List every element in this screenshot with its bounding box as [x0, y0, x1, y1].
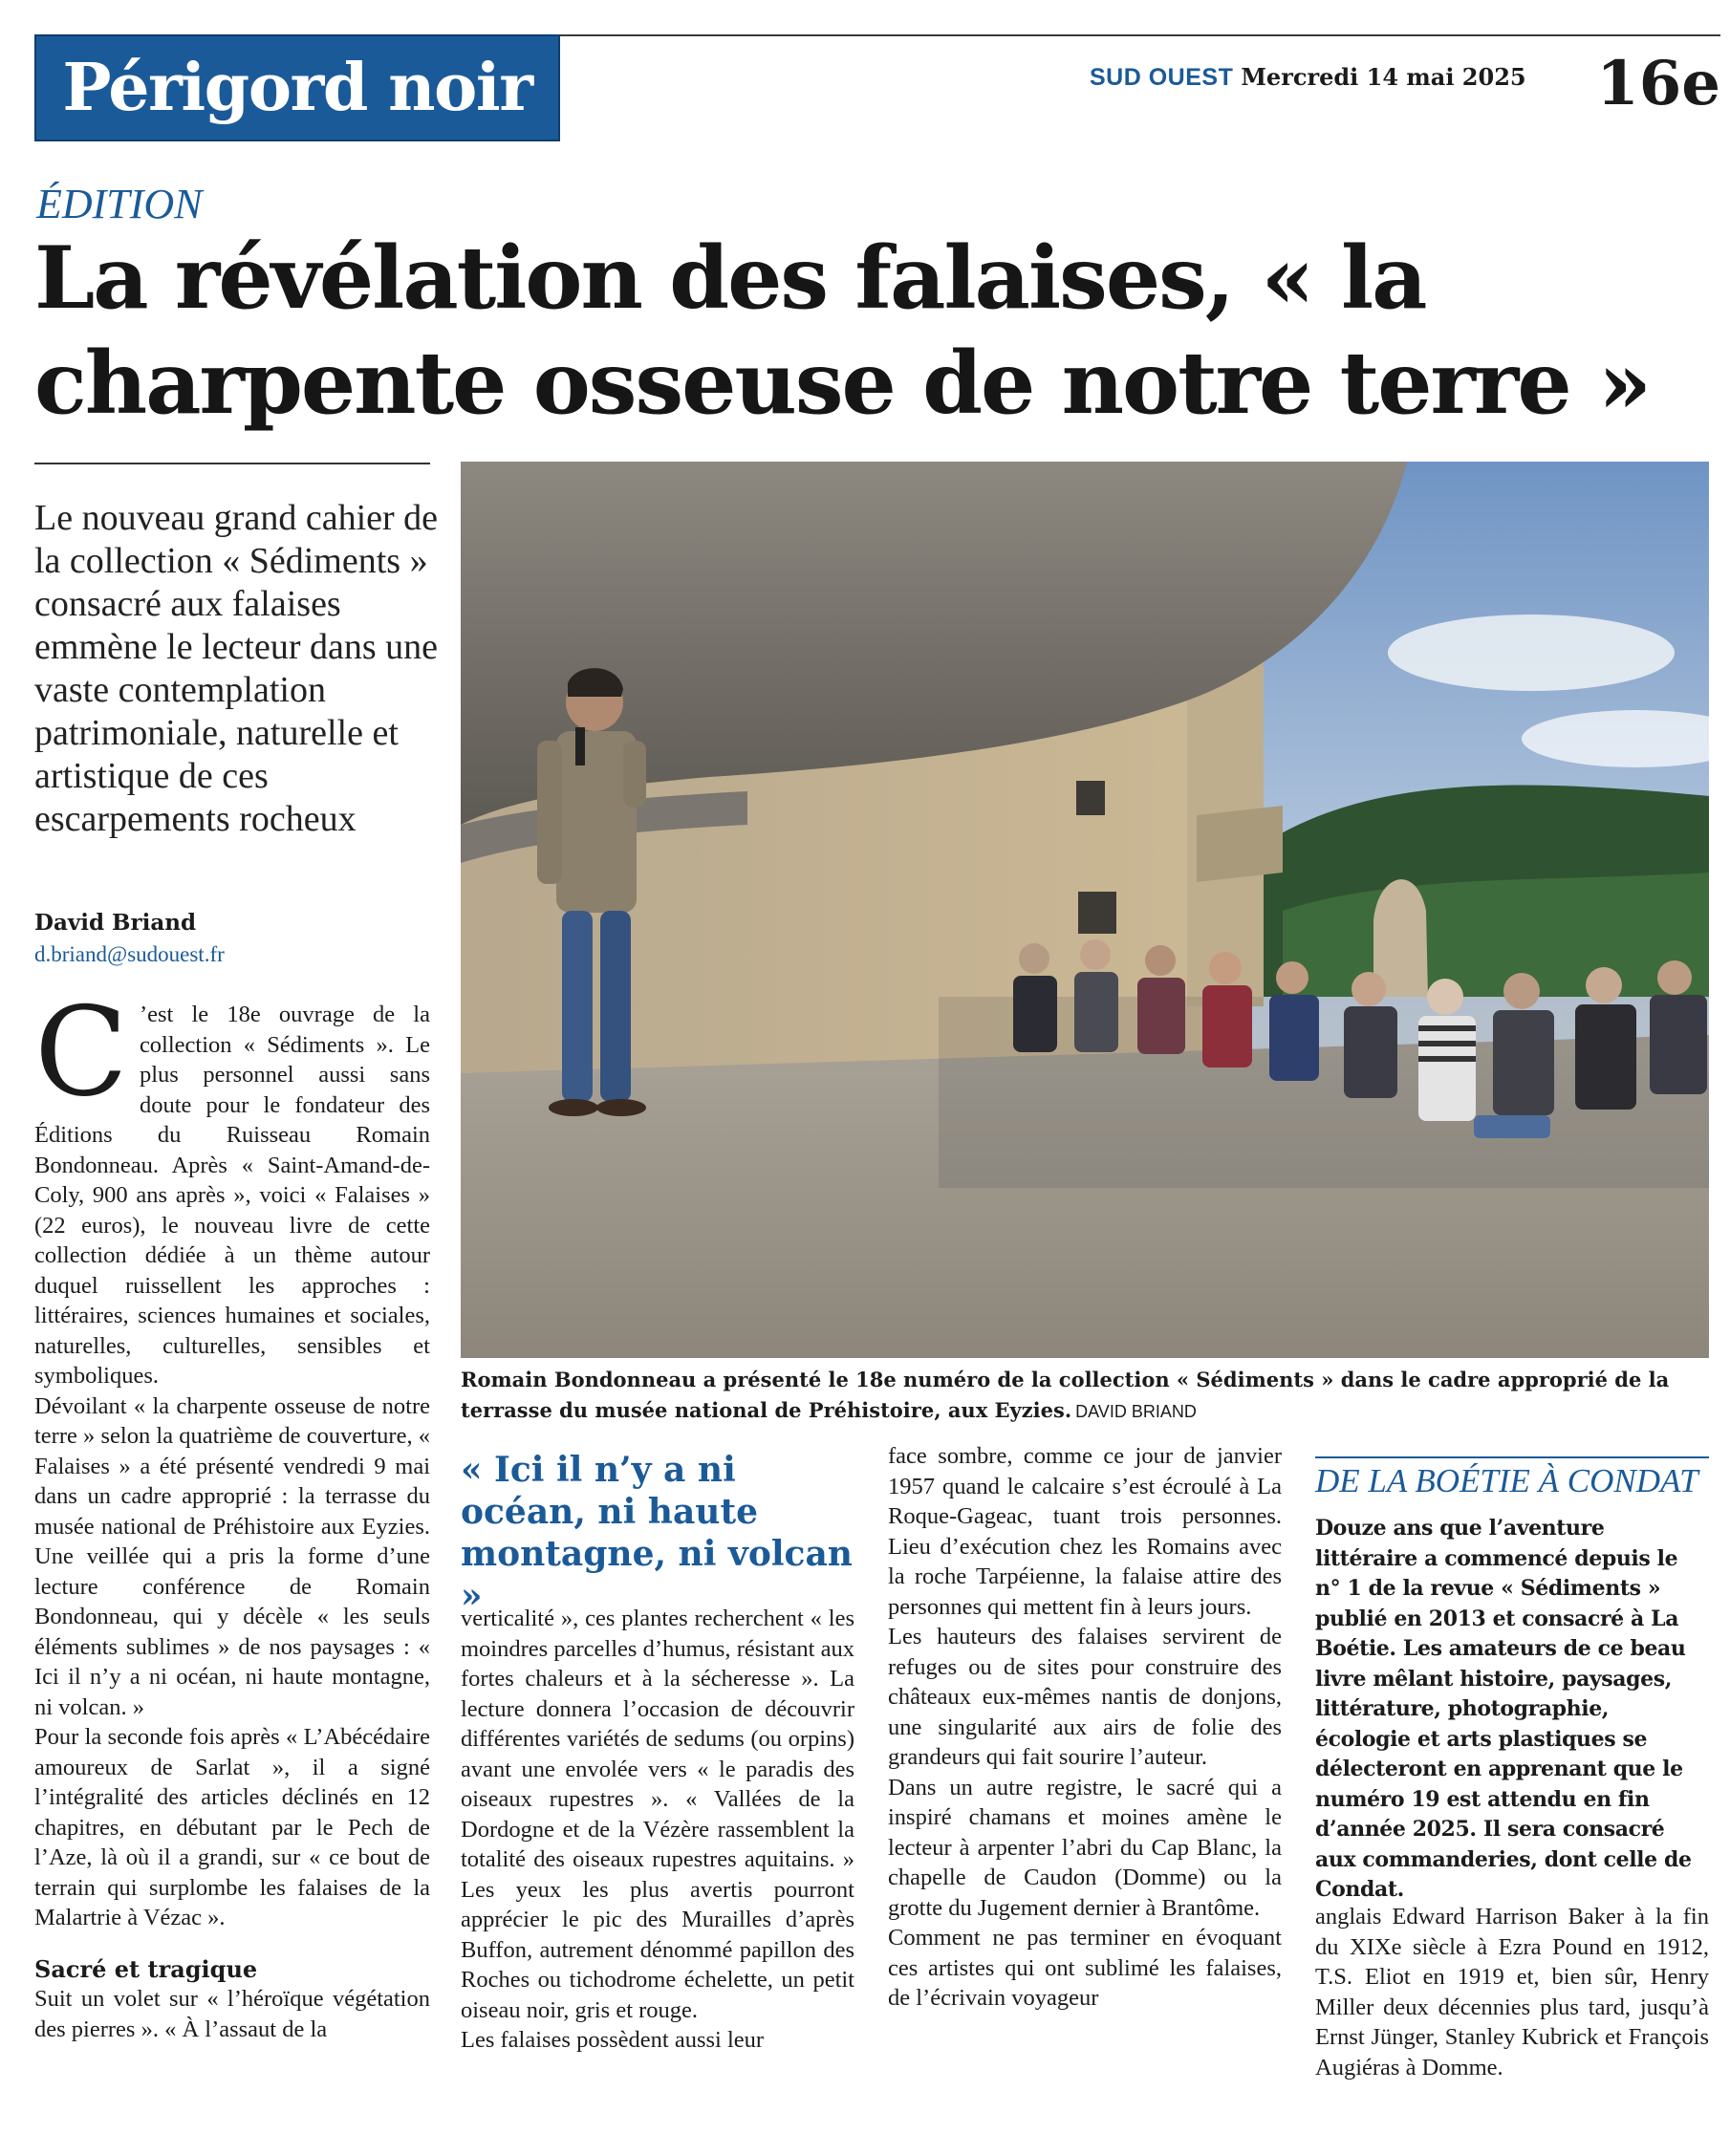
author-email[interactable]: d.briand@sudouest.fr	[34, 942, 225, 966]
article-column-1	[34, 981, 430, 2044]
article-column-3	[888, 1441, 1282, 2014]
article-headline: La révélation des falaises, « la charpente osseuse de notre terre »	[34, 227, 1651, 434]
pull-quote: « Ici il n’y a ni océan, ni haute montagne, ni volcan »	[461, 1450, 853, 1616]
section-title: Périgord noir	[62, 50, 532, 126]
article-paragraph: anglais Edward Harrison Baker à la fin du XIXe siècle à Ezra Pound en 1912, T.S. Eliot en 1919 et, bien sûr, Henry Miller deux décennies plus tard, jusqu’à Ernst Jünger, Stanley Kubrick et François Augiéras à Domme.	[1315, 1904, 1709, 2081]
newspaper-logo: SUD OUEST	[1090, 64, 1234, 91]
header-rule	[530, 34, 1720, 36]
article-photo	[461, 462, 1709, 1358]
article-paragraph: face sombre, comme ce jour de janvier 1957 quand le calcaire s’est écroulé à La Roque-Gageac, tuant trois personnes. Lieu d’exécution chez les Romains avec la roche Tarpéienne, la falaise attire des personnes qui mettent fin à leurs jours.	[888, 1443, 1282, 1620]
photo-credit: DAVID BRIAND	[1075, 1402, 1197, 1421]
caption-text: Romain Bondonneau a présenté le 18e numéro de la collection « Sédiments » dans le cadre approprié de la terrasse du musée national de Préhistoire, aux Eyzies.	[461, 1368, 1670, 1422]
photo-illustration	[461, 462, 1709, 1358]
sidebar-body: Douze ans que l’aventure littéraire a commencé depuis le n° 1 de la revue « Sédiments » publié en 2013 et consacré à La Boétie. Les amateurs de ce beau livre mêlant histoire, paysages, littérature, photographie, écologie et arts plastiques se délecteront en apprenant que le numéro 19 est attendu en fin d’année 2025. Il sera consacré aux commanderies, dont celle de Condat.	[1315, 1516, 1692, 1902]
author-name: David Briand	[34, 910, 197, 936]
article-paragraph: ’est le 18e ouvrage de la collection « Sédiments ». Le plus personnel aussi sans doute pour le fondateur des Éditions du Ruisseau Romain Bondonneau. Après « Saint-Amand-de-Coly, 900 ans après », voici « Falaises » (22 euros), le nouveau livre de cette collection dédiée à un thème autour duquel ruissellent les approches : littéraires, sciences humaines et sociales, naturelles, culturelles, sensibles et symboliques.	[34, 1002, 430, 1389]
article-column-4	[1315, 1902, 1709, 2082]
masthead	[1090, 63, 1526, 92]
article-paragraph: Suit un volet sur « l’héroïque végétation des pierres ». « À l’assaut de la	[34, 1986, 430, 2042]
drop-cap: C	[34, 981, 128, 1124]
article-paragraph: Dévoilant « la charpente osseuse de notre terre » selon la quatrième de couverture, « Falaises » a été présenté vendredi 9 mai dans un cadre approprié : la terrasse du musée national de Préhistoire aux Eyzies. Une veillée qui a pris la forme d’une lecture conférence de Romain Bondonneau, qui y décèle « les seuls éléments sublimes » de nos paysages : « Ici il n’y a ni océan, ni haute montagne, ni volcan. »	[34, 1392, 430, 1720]
issue-date: Mercredi 14 mai 2025	[1241, 63, 1526, 91]
sidebar-title: DE LA BOÉTIE À CONDAT	[1315, 1462, 1698, 1499]
article-paragraph: Dans un autre registre, le sacré qui a inspiré chamans et moines amène le lecteur à arpenter l’abri du Cap Blanc, la chapelle de Caudon (Domme) ou la grotte du Jugement dernier à Brantôme.	[888, 1774, 1282, 1921]
article-paragraph: verticalité », ces plantes recherchent « les moindres parcelles d’humus, résistant aux fortes chaleurs et à la sécheresse ». La lecture donnera l’occasion de découvrir différentes variétés de sedums (ou orpins) avant une envolée vers « le paradis des oiseaux rupestres ». « Vallées de la Dordogne et de la Vézère rassemblent la totalité des oiseaux rupestres aquitains. » Les yeux les plus avertis pourront apprécier le pic des Murailles d’après Buffon, autrement dénommé papillon des Roches ou tichodrome échelette, un petit oiseau noir, gris et rouge.	[461, 1606, 854, 2023]
article-subhead: Sacré et tragique	[34, 1954, 258, 1983]
article-paragraph: Comment ne pas terminer en évoquant ces artistes qui ont sublimé les falaises, de l’écrivain voyageur	[888, 1925, 1282, 2011]
page-number: 16e	[1596, 48, 1720, 119]
article-paragraph: Les hauteurs des falaises servirent de refuges ou de sites pour construire des châteaux eux-mêmes nantis de donjons, une singularité aux airs de folie des grandeurs qui fait sourire l’auteur.	[888, 1624, 1282, 1770]
article-paragraph: Pour la seconde fois après « L’Abécédaire amoureux de Sarlat », il a signé l’intégralité des articles déclinés en 12 chapitres, en débutant par le Pech de l’Aze, là où il a grandi, sur « ce bout de terrain qui surplombe les falaises de la Malartrie à Vézac ».	[34, 1724, 430, 1930]
article-kicker: ÉDITION	[36, 181, 203, 227]
photo-caption	[461, 1365, 1709, 1427]
section-banner	[34, 34, 560, 141]
sidebar-rule	[1315, 1456, 1709, 1458]
article-lead: Le nouveau grand cahier de la collection « Sédiments » consacré aux falaises emmène le lecteur dans une vaste contemplation patrimoniale, naturelle et artistique de ces escarpements rocheux	[34, 498, 439, 839]
article-paragraph: Les falaises possèdent aussi leur	[461, 2027, 765, 2053]
lead-rule	[34, 463, 430, 464]
article-column-2	[461, 1604, 854, 2056]
